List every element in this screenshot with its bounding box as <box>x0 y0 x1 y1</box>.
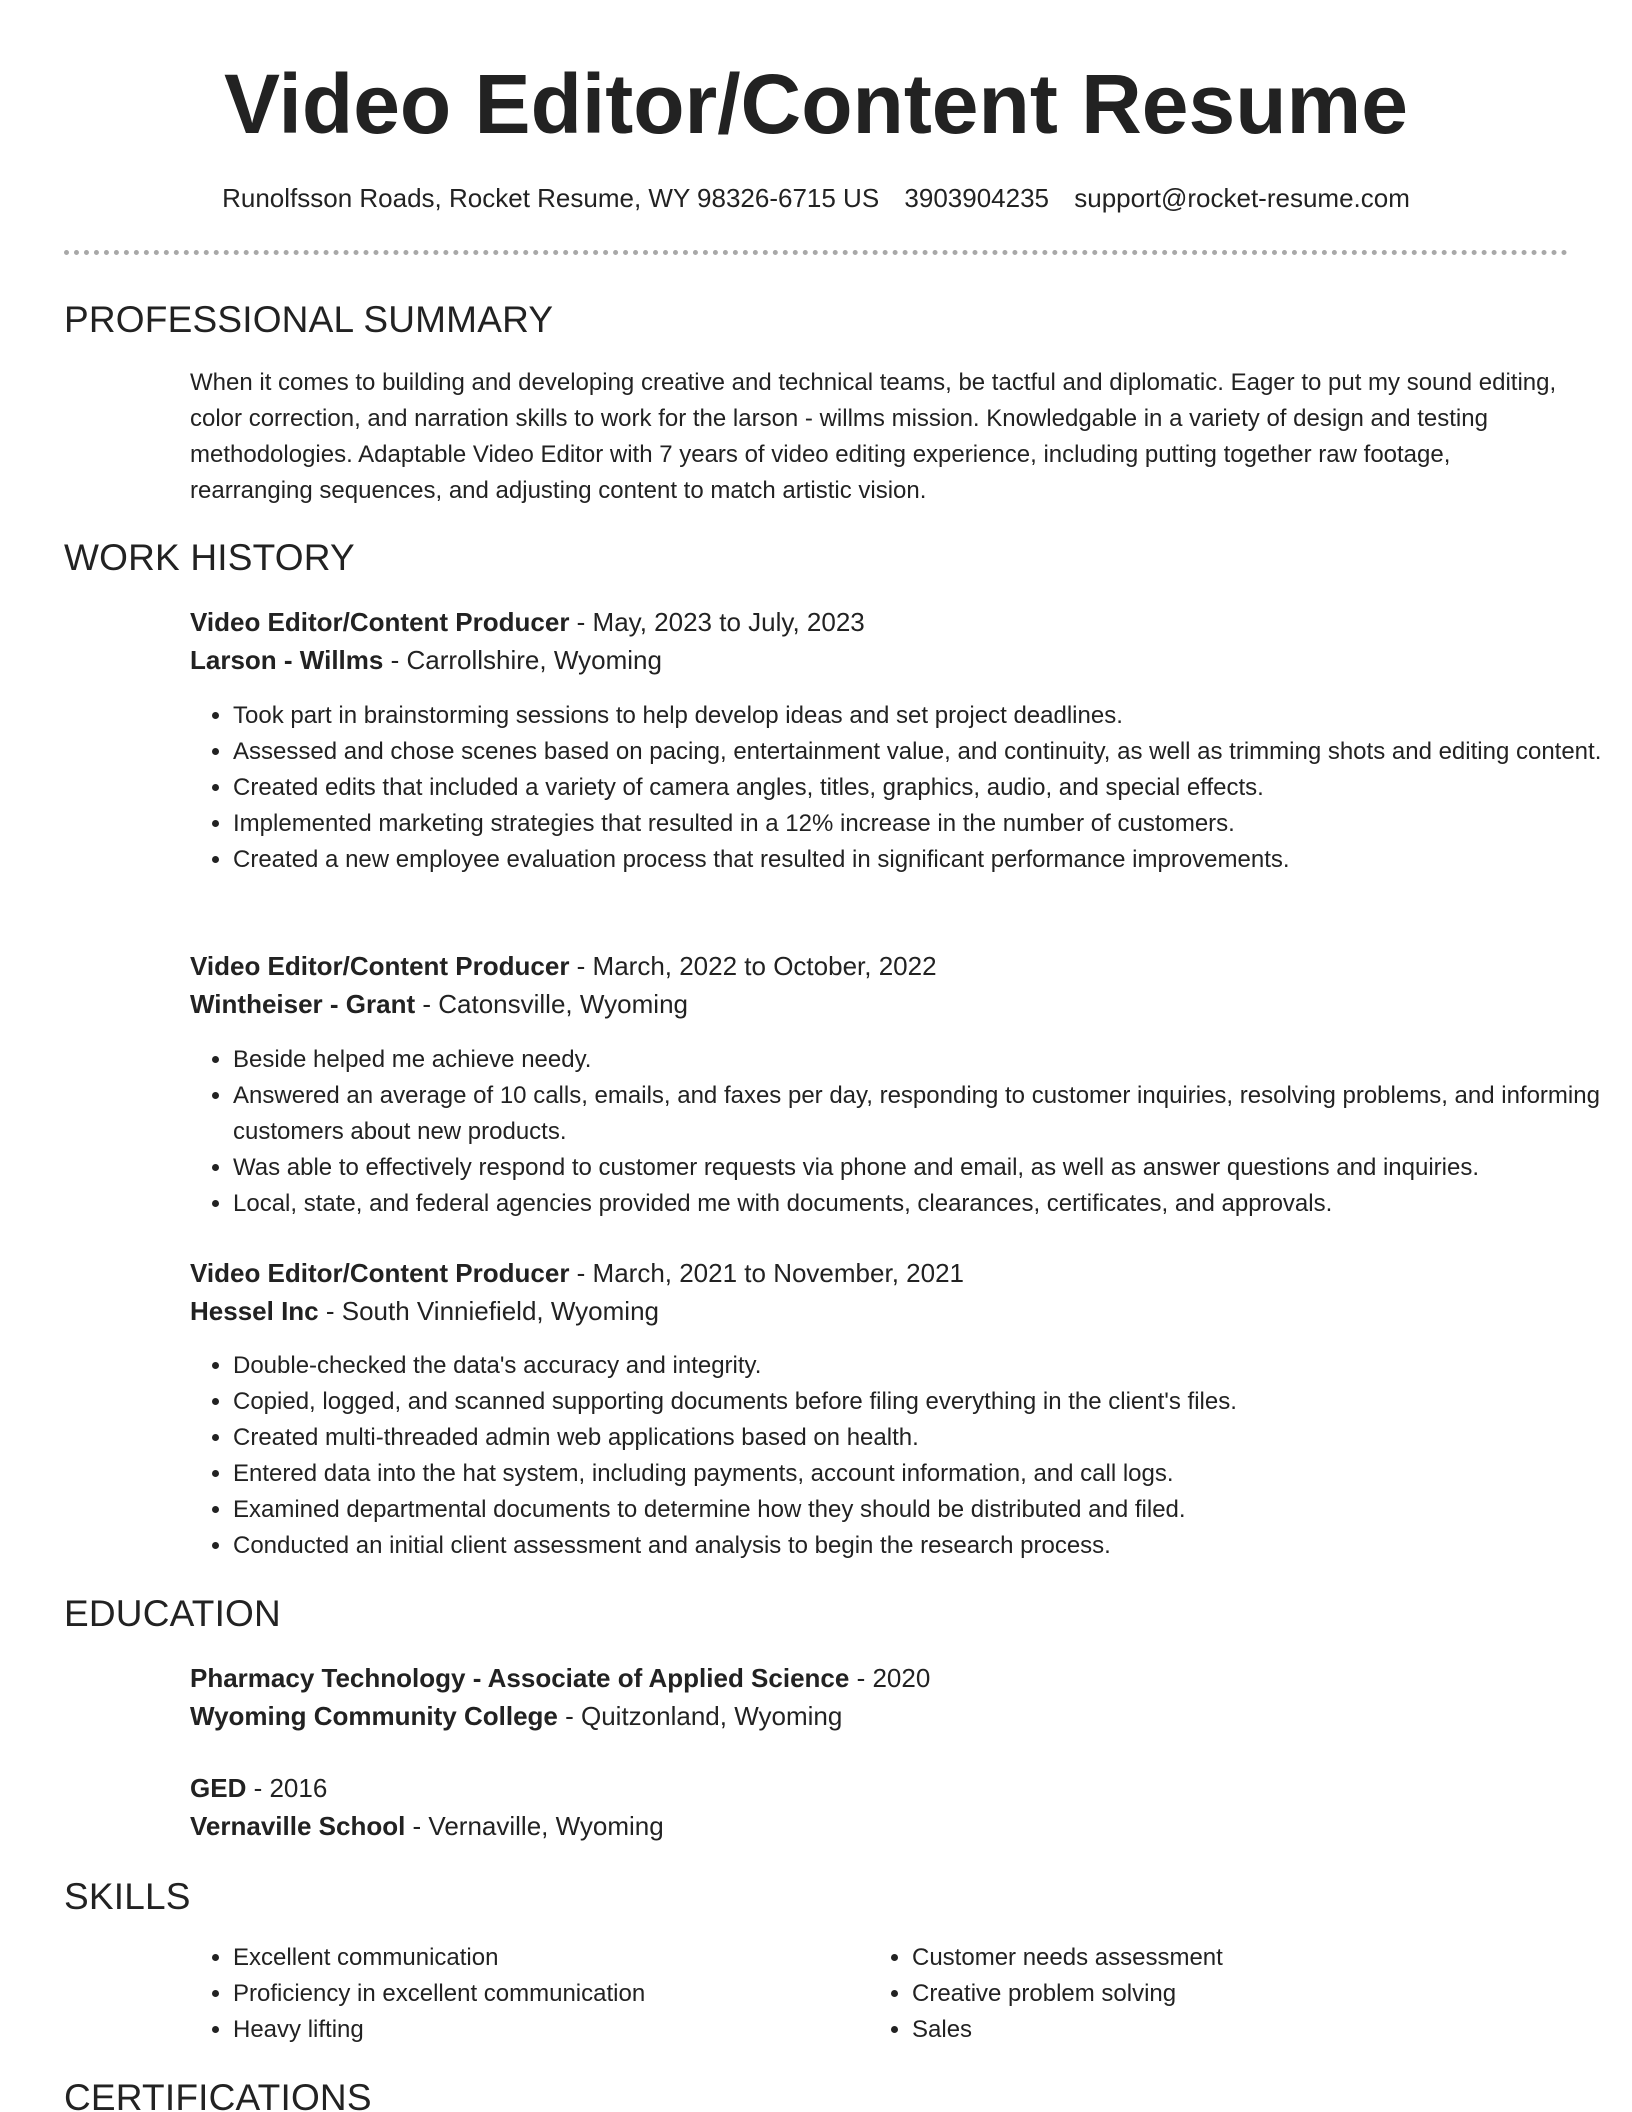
education-school: Wyoming Community College <box>190 1701 558 1731</box>
section-heading-certifications: CERTIFICATIONS <box>64 2077 372 2112</box>
list-item: • Double-checked the data's accuracy and integrity. <box>233 1348 1613 1384</box>
list-item: • Created edits that included a variety of camera angles, titles, graphics, audio, and special effects. <box>233 770 1613 806</box>
list-item: • Sales <box>912 2012 1512 2048</box>
education-degree-line <box>190 1769 327 1807</box>
contact-line <box>0 180 1632 216</box>
education-year: - 2020 <box>849 1663 931 1693</box>
list-item: • Excellent communication <box>233 1940 833 1976</box>
list-item: • Created a new employee evaluation process that resulted in significant performance improvements. <box>233 842 1613 878</box>
list-item: • Customer needs assessment <box>912 1940 1512 1976</box>
job-dates: - March, 2021 to November, 2021 <box>569 1258 964 1288</box>
list-item: • Created multi-threaded admin web applications based on health. <box>233 1420 1613 1456</box>
education-year: - 2016 <box>246 1773 328 1803</box>
job-company: Wintheiser - Grant <box>190 989 416 1019</box>
job-location: - South Vinniefield, Wyoming <box>318 1296 659 1326</box>
job-company-line <box>190 1292 659 1330</box>
job-title-line <box>190 947 937 985</box>
job-location: - Catonsville, Wyoming <box>415 989 688 1019</box>
list-item: • Heavy lifting <box>233 2012 833 2048</box>
list-item: • Entered data into the hat system, including payments, account information, and call logs. <box>233 1456 1613 1492</box>
job-title: Video Editor/Content Producer <box>190 951 570 981</box>
contact-phone: 3903904235 <box>904 183 1050 213</box>
list-item: • Creative problem solving <box>912 1976 1512 2012</box>
summary-text: When it comes to building and developing creative and technical teams, be tactful and diplomatic. Eager to put my sound editing, color correction, and narration skills to work for the larson - willms mission. Knowledgable in a variety of design and testing methodologies. Adaptable Video Editor with 7 years of video editing experience, including putting together raw footage, rearranging sequences, and adjusting content to match artistic vision. <box>190 369 1557 504</box>
job-title: Video Editor/Content Producer <box>190 1258 570 1288</box>
job-dates: - March, 2022 to October, 2022 <box>569 951 937 981</box>
resume-title: Video Editor/Content Resume <box>224 57 1408 151</box>
list-item: • Conducted an initial client assessment and analysis to begin the research process. <box>233 1528 1613 1564</box>
job-company-line <box>190 985 688 1023</box>
education-school-line <box>190 1697 842 1735</box>
section-heading-summary: PROFESSIONAL SUMMARY <box>64 299 554 340</box>
contact-email: support@rocket-resume.com <box>1074 183 1410 213</box>
education-degree-line <box>190 1659 930 1697</box>
education-location: - Quitzonland, Wyoming <box>557 1701 843 1731</box>
list-item: • Local, state, and federal agencies provided me with documents, clearances, certificates, and approvals. <box>233 1186 1613 1222</box>
job-title: Video Editor/Content Producer <box>190 607 570 637</box>
job-bullets <box>190 1042 1613 1222</box>
job-dates: - May, 2023 to July, 2023 <box>569 607 865 637</box>
job-company: Larson - Willms <box>190 645 384 675</box>
job-company: Hessel Inc <box>190 1296 319 1326</box>
education-degree: GED <box>190 1773 247 1803</box>
list-item: • Copied, logged, and scanned supporting documents before filing everything in the client's files. <box>233 1384 1613 1420</box>
section-heading-education: EDUCATION <box>64 1593 281 1634</box>
education-location: - Vernaville, Wyoming <box>405 1811 664 1841</box>
list-item: • Examined departmental documents to determine how they should be distributed and filed. <box>233 1492 1613 1528</box>
list-item: • Took part in brainstorming sessions to help develop ideas and set project deadlines. <box>233 698 1613 734</box>
contact-address: Runolfsson Roads, Rocket Resume, WY 98326-6715 US <box>222 183 880 213</box>
list-item: • Proficiency in excellent communication <box>233 1976 833 2012</box>
section-heading-skills: SKILLS <box>64 1876 191 1917</box>
job-title-line <box>190 603 865 641</box>
list-item: • Answered an average of 10 calls, emails, and faxes per day, responding to customer inquiries, resolving problems, and informing customers about new products. <box>233 1078 1613 1150</box>
section-heading-work-history: WORK HISTORY <box>64 537 355 578</box>
education-school: Vernaville School <box>190 1811 406 1841</box>
education-school-line <box>190 1807 664 1845</box>
list-item: • Beside helped me achieve needy. <box>233 1042 1613 1078</box>
job-bullets <box>190 1348 1613 1564</box>
list-item: • Was able to effectively respond to customer requests via phone and email, as well as answer questions and inquiries. <box>233 1150 1613 1186</box>
list-item: • Assessed and chose scenes based on pacing, entertainment value, and continuity, as well as trimming shots and editing content. <box>233 734 1613 770</box>
education-degree: Pharmacy Technology - Associate of Applied Science <box>190 1663 850 1693</box>
list-item: • Implemented marketing strategies that resulted in a 12% increase in the number of customers. <box>233 806 1613 842</box>
skills-list-right <box>869 1940 1512 2048</box>
job-title-line <box>190 1254 964 1292</box>
job-company-line <box>190 641 662 679</box>
skills-list-left <box>190 1940 833 2048</box>
header-divider <box>64 250 1568 255</box>
job-location: - Carrollshire, Wyoming <box>383 645 662 675</box>
job-bullets <box>190 698 1613 878</box>
